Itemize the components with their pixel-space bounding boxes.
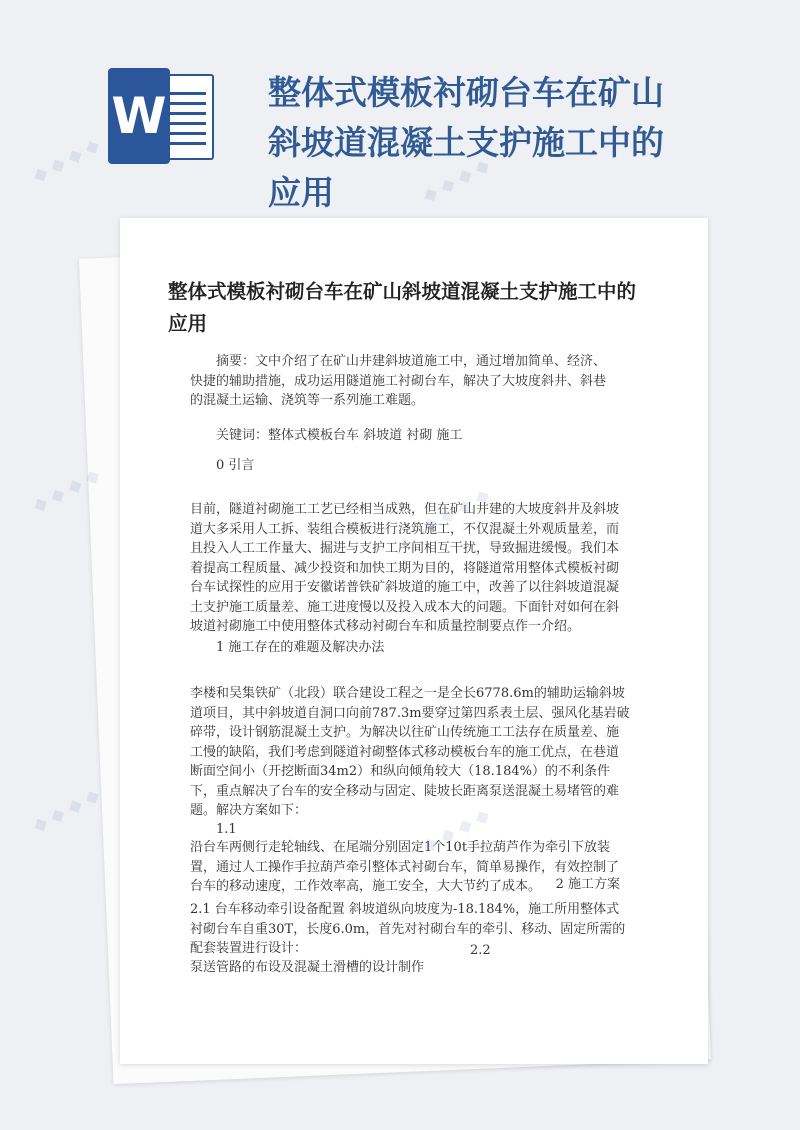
banner-title: 整体式模板衬砌台车在矿山斜坡道混凝土支护施工中的应用 xyxy=(268,73,664,212)
intro-paragraph: 目前，隧道衬砌施工工艺已经相当成熟，但在矿山井建的大坡度斜井及斜坡道大多采用人工拆、装组合模板进行浇筑施工，不仅混凝土外观质量差，而且投入人工工作量大、掘进与支护工序间相互干扰，导致掘进缓慢。我们本着提高工程质量、减少投资和加快工期为目的，将隧道常用整体式模板衬砌台车试探性的应用于安徽诺普铁矿斜坡道的施工中，改善了以往斜坡道混凝土支护施工质量差、施工进度慢以及投入成本大的问题。下面针对如何在斜坡道衬砌施工中使用整体式移动衬砌台车和质量控制要点作一介绍。 xyxy=(190,502,620,634)
watermark: ◆ ◆ ◆ ◆ xyxy=(29,464,104,517)
project-paragraph: 李楼和吴集铁矿（北段）联合建设工程之一是全长6778.6m的辅助运输斜坡道项目，其中斜坡道自洞口向前787.3m要穿过第四系表土层、强风化基岩破碎带，设计钢筋混凝土支护。为解决以往矿山传统施工工法存在质量差、施工慢的缺陷，我们考虑到隧道衬砌整体式移动模板台车的施工优点，在巷道断面空间小（开挖断面34m2）和纵向倾角较大（18.184%）的不利条件下，重点解决了台车的安全移动与固定、陡坡长距离泵送混凝土易堵管的难题。解决方案如下： xyxy=(190,686,630,818)
word-document-icon xyxy=(108,68,216,164)
word-letter-badge: W xyxy=(108,68,170,164)
watermark: ◆ ◆ ◆ ◆ xyxy=(29,784,104,837)
document-banner xyxy=(0,0,800,212)
item-1-1-paragraph: 沿台车两侧行走轮轴线、在尾端分别固定1个10t手拉葫芦作为牵引下放装置，通过人工操作手拉葫芦牵引整体式衬砌台车，简单易操作，有效控制了台车的移动速度，工作效率高，施工安全，大大节约了成本。 xyxy=(190,840,620,894)
watermark: ◆ ◆ ◆ ◆ xyxy=(29,134,104,187)
section-1-heading: 1 施工存在的难题及解决办法 xyxy=(216,640,385,655)
item-2-2-paragraph: 泵送管路的布设及混凝土滑槽的设计制作 xyxy=(190,960,425,975)
document-title: 整体式模板衬砌台车在矿山斜坡道混凝土支护施工中的应用 xyxy=(168,280,637,335)
section-2-heading: 2 施工方案 xyxy=(555,877,620,892)
item-2-2-number: 2.2 xyxy=(470,943,491,958)
keywords-line: 关键词：整体式模板台车 斜坡道 衬砌 施工 xyxy=(216,428,463,443)
section-0-heading: 0 引言 xyxy=(216,458,255,473)
item-1-1-number: 1.1 xyxy=(216,822,237,837)
abstract-paragraph: 摘要：文中介绍了在矿山井建斜坡道施工中，通过增加简单、经济、快捷的辅助措施，成功运用隧道施工衬砌台车，解决了大坡度斜井、斜巷的混凝土运输、浇筑等一系列施工难题。 xyxy=(190,354,607,408)
item-2-1-paragraph: 2.1 台车移动牵引设备配置 斜坡道纵向坡度为-18.184%，施工所用整体式衬砌台车自重30T，长度6.0m，首先对衬砌台车的牵引、移动、固定所需的配套装置进行设计： xyxy=(190,902,626,956)
watermark: ◆ ◆ ◆ ◆ xyxy=(419,154,494,207)
